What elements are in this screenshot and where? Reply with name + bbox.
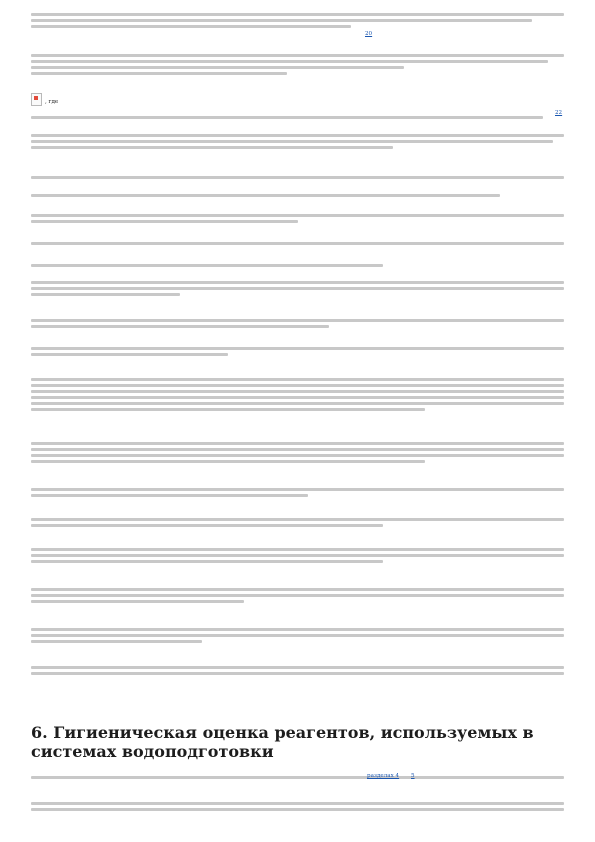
bullet-4: [31, 261, 564, 270]
paragraph-11: [31, 625, 564, 646]
bullet-6: [31, 316, 564, 331]
paragraph-10: [31, 585, 564, 606]
section-6-paragraph-2: [31, 799, 564, 814]
bullet-7: [31, 344, 564, 359]
section-6-paragraph-1: [31, 773, 564, 782]
formula-image-icon: [31, 93, 42, 106]
paragraph-12: [31, 663, 564, 678]
paragraph-4: [31, 173, 564, 182]
paragraph-definitions: [31, 113, 564, 122]
bullet-5: [31, 278, 564, 299]
formula-where-label: , где: [45, 99, 59, 105]
link-razdel-5[interactable]: 5: [411, 773, 415, 779]
paragraph-1: [31, 10, 564, 31]
formula-row: [31, 93, 58, 106]
bullet-1: [31, 191, 564, 200]
paragraph-8: [31, 515, 564, 530]
link-razdel-4[interactable]: разделах 4: [367, 773, 400, 779]
paragraph-5: [31, 375, 564, 414]
paragraph-9: [31, 545, 564, 566]
paragraph-6: [31, 439, 564, 466]
citation-link-22[interactable]: 22: [555, 110, 563, 116]
paragraph-3: [31, 131, 564, 152]
section-title: 6. Гигиеническая оценка реагентов, используемых в системах водоподготовки: [31, 723, 534, 761]
paragraph-7: [31, 485, 564, 500]
citation-link-20[interactable]: 20: [365, 31, 373, 37]
bullet-2: [31, 211, 564, 226]
paragraph-2: [31, 51, 564, 78]
bullet-3: [31, 239, 564, 248]
